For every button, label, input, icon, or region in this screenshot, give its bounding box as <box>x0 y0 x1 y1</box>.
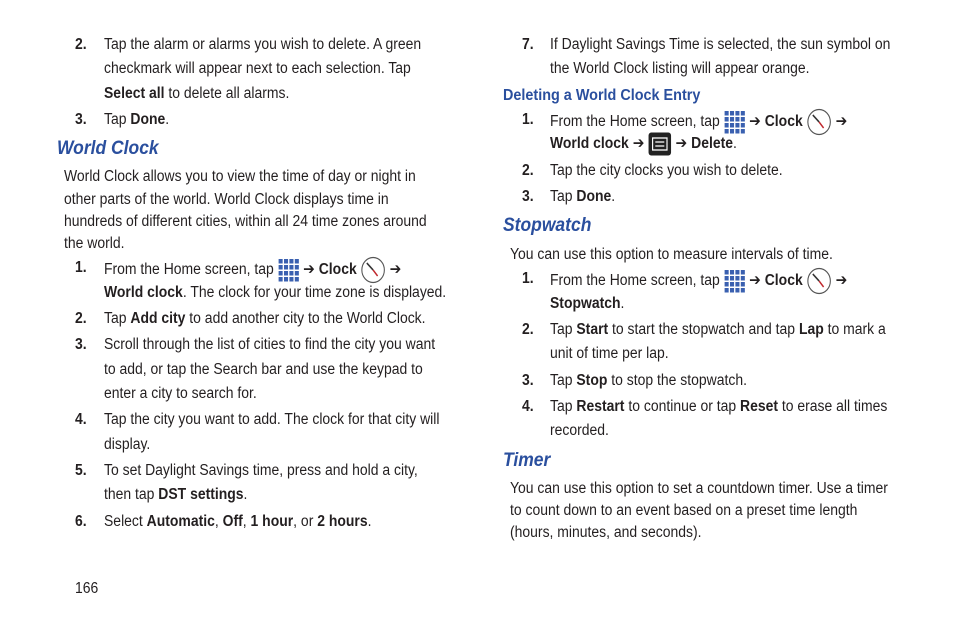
paragraph-line: other parts of the world. World Clock displays time in <box>64 191 389 208</box>
step-text: Tap Add city to add another city to the World Clock. <box>104 310 426 327</box>
step-number: 4. <box>75 411 87 428</box>
paragraph-line: You can use this option to measure intervals of time. <box>510 246 833 263</box>
step-number: 1. <box>522 270 534 287</box>
step-text: unit of time per lap. <box>550 345 669 362</box>
apps-grid-icon <box>724 269 746 293</box>
stopwatch-heading: Stopwatch <box>503 215 592 236</box>
step-number: 2. <box>75 310 87 327</box>
step-text: World clock. The clock for your time zone is displayed. <box>104 284 447 301</box>
step-text: then tap DST settings. <box>104 486 248 503</box>
done-label: Done <box>576 188 612 205</box>
paragraph-line: hundreds of different cities, within all 24 time zones around <box>64 213 427 230</box>
paragraph-line: to count down to an event based on a preset time length <box>510 502 858 519</box>
step-text: Tap Start to start the stopwatch and tap Lap to mark a <box>550 321 886 338</box>
step-text: From the Home screen, tap ➔ Clock ➔ <box>104 256 401 284</box>
page-number: 166 <box>75 580 99 597</box>
step-text: display. <box>104 436 151 453</box>
step-text: Tap Done. <box>550 188 616 205</box>
dst-settings-label: DST settings <box>158 486 244 503</box>
paragraph-line: the world. <box>64 235 125 252</box>
step-text: Stopwatch. <box>550 295 625 312</box>
step-number: 5. <box>75 462 87 479</box>
step-number: 6. <box>75 513 87 530</box>
step-number: 7. <box>522 36 534 53</box>
step-text: From the Home screen, tap ➔ Clock ➔ <box>550 267 847 295</box>
step-text: Tap the city you want to add. The clock for that city will <box>104 411 440 428</box>
step-number: 3. <box>522 188 534 205</box>
step-text: If Daylight Savings Time is selected, the sun symbol on <box>550 36 891 53</box>
step-number: 1. <box>522 111 534 128</box>
step-text: From the Home screen, tap ➔ Clock ➔ <box>550 108 847 136</box>
clock-label: Clock <box>764 272 803 290</box>
menu-key-icon <box>648 132 671 156</box>
step-number: 2. <box>522 321 534 338</box>
step-text: Tap Restart to continue or tap Reset to erase all times <box>550 398 888 415</box>
step-text: World clock ➔ ➔ Delete. <box>550 132 737 156</box>
step-text: Tap the alarm or alarms you wish to delete. A green <box>104 36 422 53</box>
deleting-world-clock-heading: Deleting a World Clock Entry <box>503 87 701 104</box>
paragraph-line: World Clock allows you to view the time of day or night in <box>64 168 416 185</box>
step-number: 3. <box>75 111 87 128</box>
step-text: Scroll through the list of cities to find the city you want <box>104 336 436 353</box>
delete-label: Delete <box>691 135 733 153</box>
clock-icon <box>807 108 832 136</box>
paragraph-line: You can use this option to set a countdown timer. Use a timer <box>510 480 888 497</box>
step-text: checkmark will appear next to each selection. Tap <box>104 60 411 77</box>
step-number: 3. <box>75 336 87 353</box>
step-text: enter a city to search for. <box>104 385 257 402</box>
step-number: 1. <box>75 259 87 276</box>
step-text: the World Clock listing will appear orange. <box>550 60 810 77</box>
step-number: 3. <box>522 372 534 389</box>
step-text: Tap Stop to stop the stopwatch. <box>550 372 747 389</box>
step-text: recorded. <box>550 422 609 439</box>
clock-icon <box>361 256 386 284</box>
paragraph-line: (hours, minutes, and seconds). <box>510 524 702 541</box>
clock-label: Clock <box>318 261 357 279</box>
step-text: Select Automatic, Off, 1 hour, or 2 hours. <box>104 513 372 530</box>
world-clock-heading: World Clock <box>57 138 159 159</box>
done-label: Done <box>130 111 166 128</box>
stopwatch-label: Stopwatch <box>550 295 621 312</box>
timer-heading: Timer <box>503 450 551 471</box>
apps-grid-icon <box>724 110 746 134</box>
add-city-label: Add city <box>130 310 186 327</box>
step-number: 2. <box>522 162 534 179</box>
step-text: to add, or tap the Search bar and use the keypad to <box>104 361 423 378</box>
apps-grid-icon <box>278 258 300 282</box>
step-number: 4. <box>522 398 534 415</box>
step-number: 2. <box>75 36 87 53</box>
select-all-label: Select all <box>104 85 165 102</box>
step-text: Tap Done. <box>104 111 170 128</box>
clock-icon <box>807 267 832 295</box>
world-clock-label: World clock <box>104 284 183 301</box>
step-text: To set Daylight Savings time, press and hold a city, <box>104 462 418 479</box>
clock-label: Clock <box>764 113 803 131</box>
step-text: Tap the city clocks you wish to delete. <box>550 162 783 179</box>
world-clock-label: World clock <box>550 135 629 153</box>
step-text: Select all to delete all alarms. <box>104 85 290 102</box>
